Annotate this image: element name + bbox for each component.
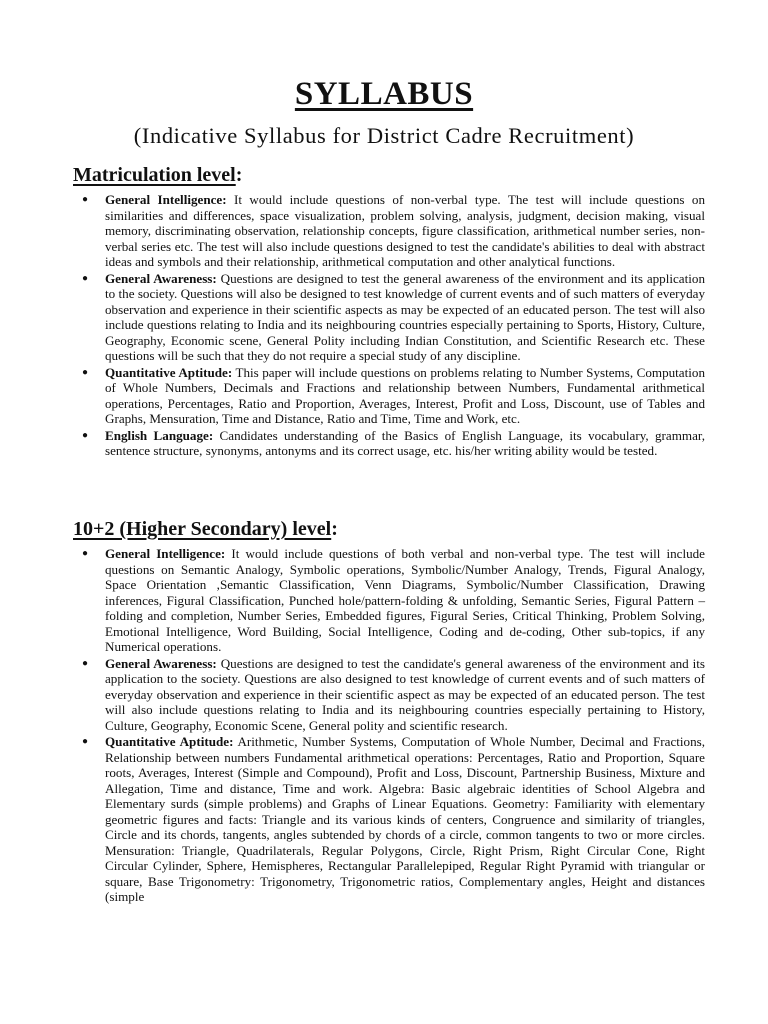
bullet-icon: ● (82, 548, 89, 559)
bullet-icon: ● (82, 272, 89, 284)
item-label: English Language: (105, 427, 214, 443)
list-item (73, 365, 705, 427)
section-heading-colon: : (331, 518, 338, 540)
item-text: Questions are designed to test the general awareness of the environment and its application to the society. Questions will also be designed to test knowledge of current events and of such matters of everyday observation and experience in their scientific aspects as may be expected of an educated person. The test will also include questions relating to India and its neighbouring countries especially pertaining to Sports, History, Culture, Geography, Economic scene, General Polity including Indian Constitution, and Scientific Research etc. These questions will be such that they do not require a special study of any discipline. (105, 270, 705, 363)
item-text: Candidates understanding of the Basics of English Language, its vocabulary, grammar, sentence structure, synonyms, antonyms and its correct usage, etc. his/her writing ability would be tested. (105, 427, 705, 458)
list-item (73, 656, 705, 734)
higher-secondary-topic-list (73, 546, 705, 906)
item-label: General Awareness: (105, 655, 217, 671)
bullet-icon: ● (82, 366, 89, 378)
list-item (73, 428, 705, 459)
list-item (73, 734, 705, 905)
section-heading-text: Matriculation level (73, 164, 236, 186)
section-heading-colon: : (235, 164, 243, 186)
item-label: Quantitative Aptitude: (105, 364, 233, 380)
item-label: General Intelligence: (105, 546, 226, 561)
section-heading-matriculation (73, 162, 242, 188)
list-item (73, 546, 705, 655)
item-label: General Intelligence: (105, 192, 227, 207)
item-text: It would include questions of non-verbal type. The test will include questions on similarities and differences, space visualization, problem solving, analysis, judgment, decision making, visual memory, discriminating observation, relationship concepts, figure classification, arithmetical number series, non-verbal series etc. The test will also include questions designed to test the candidate's abilities to deal with abstract ideas and symbols and their relationship, arithmetical computation and other analytical functions. (105, 192, 705, 269)
item-label: General Awareness: (105, 270, 217, 286)
bullet-icon: ● (82, 657, 89, 669)
bullet-icon: ● (82, 194, 89, 205)
item-label: Quantitative Aptitude: (105, 734, 234, 749)
list-item (73, 192, 705, 270)
item-text: Arithmetic, Number Systems, Computation of Whole Number, Decimal and Fractions, Relationship between numbers Fundamental arithmetical operations: Percentages, Ratio and Proportion, Square roots, Averages, Interest (Simple and Compound), Profit and Loss, Discount, Partnership Business, Mixture and Allegation, Time and distance, Time and work. Algebra: Basic algebraic identities of School Algebra and Elementary surds (simple problems) and Graphs of Linear Equations. Geometry: Familiarity with elementary geometric figures and facts: Triangle and its various kinds of centers, Congruence and similarity of triangles, Circle and its chords, tangents, angles subtended by chords of a circle, common tangents to two or more circles. Mensuration: Triangle, Quadrilaterals, Regular Polygons, Circle, Right Prism, Right Circular Cone, Right Circular Cylinder, Sphere, Hemispheres, Rectangular Parallelepiped, Regular Right Pyramid with triangular or square, Base Trigonometry: Trigonometry, Trigonometric ratios, Complementary angles, Height and distances (simple (105, 734, 705, 904)
bullet-icon: ● (82, 429, 89, 441)
section-heading-higher-secondary (73, 516, 338, 542)
page-subtitle: (Indicative Syllabus for District Cadre Recruitment) (133, 123, 635, 148)
page-title: SYLLABUS (294, 76, 474, 112)
item-text: It would include questions of both verbal and non-verbal type. The test will include questions on Semantic Analogy, Symbolic operations, Symbolic/Number Analogy, Trends, Figural Analogy, Space Orientation ,Semantic Classification, Venn Diagrams, Symbolic/Number Classification, Drawing inferences, Figural Classification, Punched hole/pattern-folding & unfolding, Semantic Series, Figural Pattern – folding and completion, Number Series, Embedded figures, Figural Series, Critical Thinking, Problem Solving, Emotional Intelligence, Word Building, Social Intelligence, Coding and de-coding, Other sub-topics, if any Numerical operations. (105, 546, 705, 654)
item-text: This paper will include questions on problems relating to Number Systems, Computation of Whole Numbers, Decimals and Fractions and relationship between Numbers, Fundamental arithmetical operations, Percentages, Ratio and Proportion, Averages, Interest, Profit and Loss, Discount, use of Tables and Graphs, Mensuration, Time and Distance, Ratio and Time, Time and Work, etc. (105, 364, 705, 426)
list-item (73, 271, 705, 364)
bullet-icon: ● (82, 736, 89, 747)
item-text: Questions are designed to test the candidate's general awareness of the environment and its application to the society. Questions are also designed to test knowledge of current events and of such matters of everyday observation and experience in their scientific aspect as may be expected of an educated person. The test will also include questions relating to India and its neighbouring countries especially pertaining to History, Culture, Geography, Economic Scene, General polity and scientific research. (105, 655, 706, 733)
section-heading-text: 10+2 (Higher Secondary) level (73, 518, 332, 540)
matriculation-topic-list (73, 192, 705, 460)
